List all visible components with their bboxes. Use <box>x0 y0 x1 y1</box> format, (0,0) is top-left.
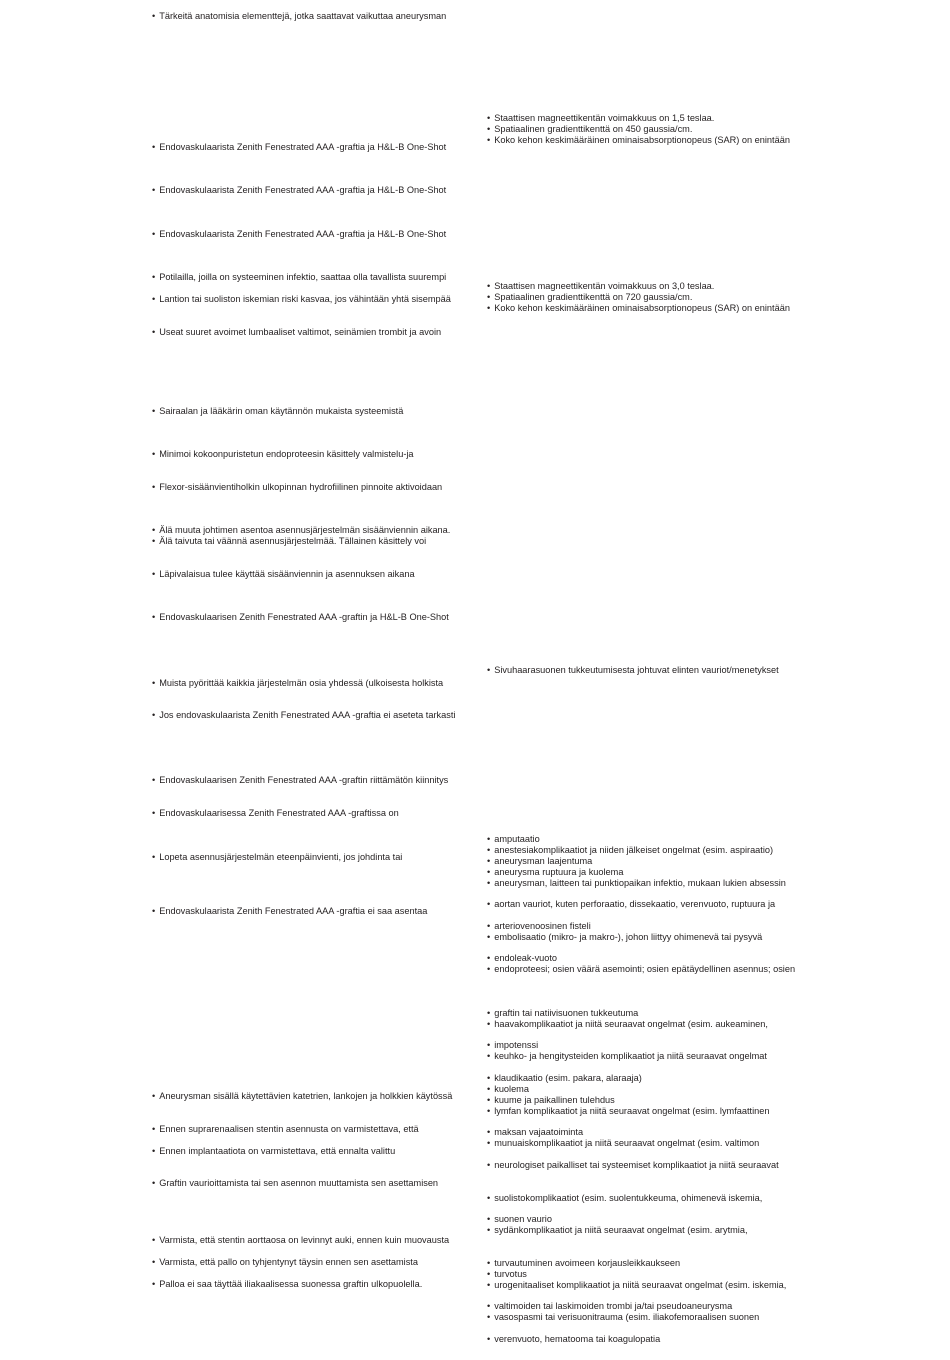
left-bullet-item: • Endovaskulaarista Zenith Fenestrated AAA -graftia ei saa asentaa <box>152 906 427 917</box>
left-bullet-item: • Endovaskulaarista Zenith Fenestrated AAA -graftia ja H&L-B One-Shot <box>152 185 446 196</box>
right-bullet-item: • Staattisen magneettikentän voimakkuus on 3,0 teslaa. <box>487 281 714 292</box>
right-bullet-item: • suonen vaurio <box>487 1214 552 1225</box>
left-bullet-item: • Varmista, että stentin aorttaosa on levinnyt auki, ennen kuin muovausta <box>152 1235 449 1246</box>
right-bullet-item: • sydänkomplikaatiot ja niitä seuraavat ongelmat (esim. arytmia, <box>487 1225 748 1236</box>
left-bullet-item: • Endovaskulaarisen Zenith Fenestrated AAA -graftin ja H&L-B One-Shot <box>152 612 449 623</box>
right-bullet-item: • aneurysma ruptuura ja kuolema <box>487 867 623 878</box>
left-bullet-item: • Tärkeitä anatomisia elementtejä, jotka saattavat vaikuttaa aneurysman <box>152 11 446 22</box>
left-bullet-item: • Älä taivuta tai väännä asennusjärjestelmää. Tällainen käsittely voi <box>152 536 426 547</box>
left-bullet-item: • Minimoi kokoonpuristetun endoproteesin käsittely valmistelu-ja <box>152 449 414 460</box>
right-bullet-item: • neurologiset paikalliset tai systeemiset komplikaatiot ja niitä seuraavat <box>487 1160 779 1171</box>
right-bullet-item: • klaudikaatio (esim. pakara, alaraaja) <box>487 1073 642 1084</box>
right-bullet-item: • endoleak-vuoto <box>487 953 557 964</box>
right-bullet-item: • Sivuhaarasuonen tukkeutumisesta johtuvat elinten vauriot/menetykset <box>487 665 779 676</box>
left-bullet-item: • Palloa ei saa täyttää iliakaalisessa suonessa graftin ulkopuolella. <box>152 1279 422 1290</box>
right-bullet-item: • lymfan komplikaatiot ja niitä seuraavat ongelmat (esim. lymfaattinen <box>487 1106 769 1117</box>
right-bullet-item: • Staattisen magneettikentän voimakkuus on 1,5 teslaa. <box>487 113 714 124</box>
left-bullet-item: • Useat suuret avoimet lumbaaliset valtimot, seinämien trombit ja avoin <box>152 327 441 338</box>
right-bullet-item: • anestesiakomplikaatiot ja niiden jälkeiset ongelmat (esim. aspiraatio) <box>487 845 773 856</box>
right-bullet-item: • kuolema <box>487 1084 529 1095</box>
left-bullet-item: • Aneurysman sisällä käytettävien katetrien, lankojen ja holkkien käytössä <box>152 1091 452 1102</box>
right-bullet-item: • aortan vauriot, kuten perforaatio, dissekaatio, verenvuoto, ruptuura ja <box>487 899 775 910</box>
left-bullet-item: • Flexor-sisäänvientiholkin ulkopinnan hydrofiilinen pinnoite aktivoidaan <box>152 482 442 493</box>
left-bullet-item: • Potilailla, joilla on systeeminen infektio, saattaa olla tavallista suurempi <box>152 272 446 283</box>
right-bullet-item: • vasospasmi tai verisuonitrauma (esim. iliakofemoraalisen suonen <box>487 1312 759 1323</box>
right-bullet-item: • aneurysman, laitteen tai punktiopaikan infektio, mukaan lukien absessin <box>487 878 786 889</box>
left-bullet-item: • Ennen suprarenaalisen stentin asennusta on varmistettava, että <box>152 1124 419 1135</box>
left-bullet-item: • Jos endovaskulaarista Zenith Fenestrated AAA -graftia ei aseteta tarkasti <box>152 710 455 721</box>
right-bullet-item: • amputaatio <box>487 834 540 845</box>
right-bullet-item: • endoproteesi; osien väärä asemointi; osien epätäydellinen asennus; osien <box>487 964 795 975</box>
right-bullet-item: • urogenitaaliset komplikaatiot ja niitä seuraavat ongelmat (esim. iskemia, <box>487 1280 786 1291</box>
right-bullet-item: • valtimoiden tai laskimoiden trombi ja/tai pseudoaneurysma <box>487 1301 732 1312</box>
left-bullet-item: • Lopeta asennusjärjestelmän eteenpäinvienti, jos johdinta tai <box>152 852 402 863</box>
left-bullet-item: • Läpivalaisua tulee käyttää sisäänviennin ja asennuksen aikana <box>152 569 415 580</box>
right-bullet-item: • turvautuminen avoimeen korjausleikkaukseen <box>487 1258 680 1269</box>
right-bullet-item: • Spatiaalinen gradienttikenttä on 450 gaussia/cm. <box>487 124 692 135</box>
right-bullet-item: • maksan vajaatoiminta <box>487 1127 583 1138</box>
right-bullet-item: • Koko kehon keskimääräinen ominaisabsorptionopeus (SAR) on enintään <box>487 303 790 314</box>
right-bullet-item: • arteriovenoosinen fisteli <box>487 921 591 932</box>
right-bullet-item: • impotenssi <box>487 1040 538 1051</box>
left-bullet-item: • Graftin vaurioittamista tai sen asennon muuttamista sen asettamisen <box>152 1178 438 1189</box>
right-bullet-item: • turvotus <box>487 1269 527 1280</box>
left-bullet-item: • Endovaskulaarista Zenith Fenestrated AAA -graftia ja H&L-B One-Shot <box>152 229 446 240</box>
left-bullet-item: • Lantion tai suoliston iskemian riski kasvaa, jos vähintään yhtä sisempää <box>152 294 451 305</box>
right-bullet-item: • graftin tai natiivisuonen tukkeutuma <box>487 1008 638 1019</box>
left-bullet-item: • Endovaskulaarista Zenith Fenestrated AAA -graftia ja H&L-B One-Shot <box>152 142 446 153</box>
right-bullet-item: • kuume ja paikallinen tulehdus <box>487 1095 615 1106</box>
right-bullet-item: • embolisaatio (mikro- ja makro-), johon liittyy ohimenevä tai pysyvä <box>487 932 762 943</box>
right-bullet-item: • munuaiskomplikaatiot ja niitä seuraavat ongelmat (esim. valtimon <box>487 1138 759 1149</box>
left-bullet-item: • Varmista, että pallo on tyhjentynyt täysin ennen sen asettamista <box>152 1257 418 1268</box>
right-bullet-item: • haavakomplikaatiot ja niitä seuraavat ongelmat (esim. aukeaminen, <box>487 1019 768 1030</box>
left-bullet-item: • Sairaalan ja lääkärin oman käytännön mukaista systeemistä <box>152 406 403 417</box>
left-bullet-item: • Muista pyörittää kaikkia järjestelmän osia yhdessä (ulkoisesta holkista <box>152 678 443 689</box>
right-bullet-item: • aneurysman laajentuma <box>487 856 592 867</box>
right-bullet-item: • keuhko- ja hengitysteiden komplikaatiot ja niitä seuraavat ongelmat <box>487 1051 767 1062</box>
left-bullet-item: • Älä muuta johtimen asentoa asennusjärjestelmän sisäänviennin aikana. <box>152 525 450 536</box>
left-bullet-item: • Endovaskulaarisessa Zenith Fenestrated AAA -graftissa on <box>152 808 399 819</box>
right-bullet-item: • Koko kehon keskimääräinen ominaisabsorptionopeus (SAR) on enintään <box>487 135 790 146</box>
left-bullet-item: • Ennen implantaatiota on varmistettava, että ennalta valittu <box>152 1146 395 1157</box>
right-bullet-item: • verenvuoto, hematooma tai koagulopatia <box>487 1334 660 1345</box>
left-bullet-item: • Endovaskulaarisen Zenith Fenestrated AAA -graftin riittämätön kiinnitys <box>152 775 448 786</box>
right-bullet-item: • Spatiaalinen gradienttikenttä on 720 gaussia/cm. <box>487 292 692 303</box>
right-bullet-item: • suolistokomplikaatiot (esim. suolentukkeuma, ohimenevä iskemia, <box>487 1193 762 1204</box>
